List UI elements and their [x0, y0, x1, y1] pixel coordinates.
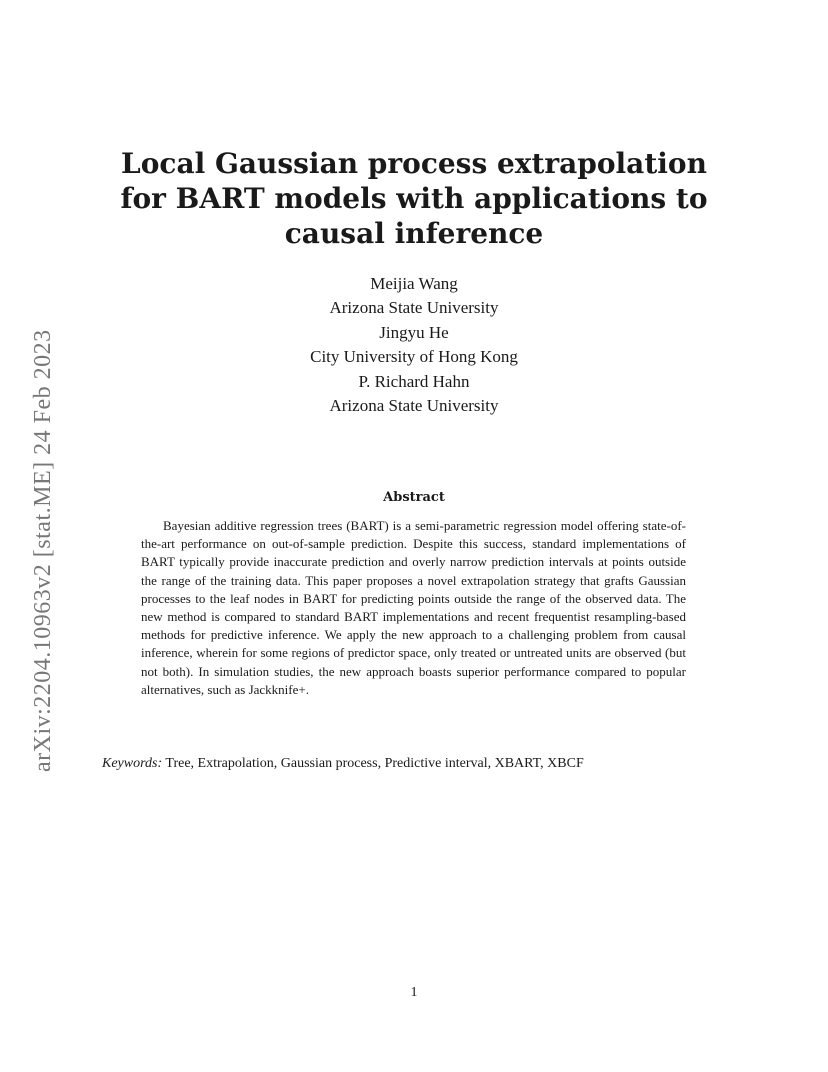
page-number: 1: [410, 985, 418, 1000]
author-affiliation: Arizona State University: [329, 298, 499, 318]
abstract-body: Bayesian additive regression trees (BART) is a semi-parametric regression model offering state-of-the-art performance on out-of-sample prediction. Despite this success, standard implementations of BART typically provide inaccurate prediction and overly narrow prediction intervals at points outside the range of the training data. This paper proposes a novel extrapolation strategy that grafts Gaussian processes to the leaf nodes in BART for predicting points outside the range of the observed data. The new method is compared to standard BART implementations and recent frequentist resampling-based methods for predictive inference. We apply the new approach to a challenging problem from causal inference, wherein for some regions of predictor space, only treated or untreated units are observed (but not both). In simulation studies, the new approach boasts superior performance compared to popular alternatives, such as Jackknife+.: [141, 518, 686, 697]
author-affiliation: Arizona State University: [329, 396, 499, 416]
author-name: Jingyu He: [379, 322, 449, 342]
abstract-heading: Abstract: [383, 490, 445, 505]
keywords-line: [102, 755, 728, 773]
keywords-list: Tree, Extrapolation, Gaussian process, Predictive interval, XBART, XBCF: [165, 756, 584, 771]
author-name: P. Richard Hahn: [358, 371, 470, 391]
author-block: [214, 272, 614, 418]
keywords-label: Keywords:: [102, 756, 163, 771]
author-name: Meijia Wang: [370, 274, 458, 293]
author-affiliation: City University of Hong Kong: [310, 347, 518, 367]
paper-title: Local Gaussian process extrapolation for BART models with applications to causal inference: [120, 147, 708, 250]
arxiv-identifier-stamp: arXiv:2204.10963v2 [stat.ME] 24 Feb 2023: [30, 329, 56, 772]
